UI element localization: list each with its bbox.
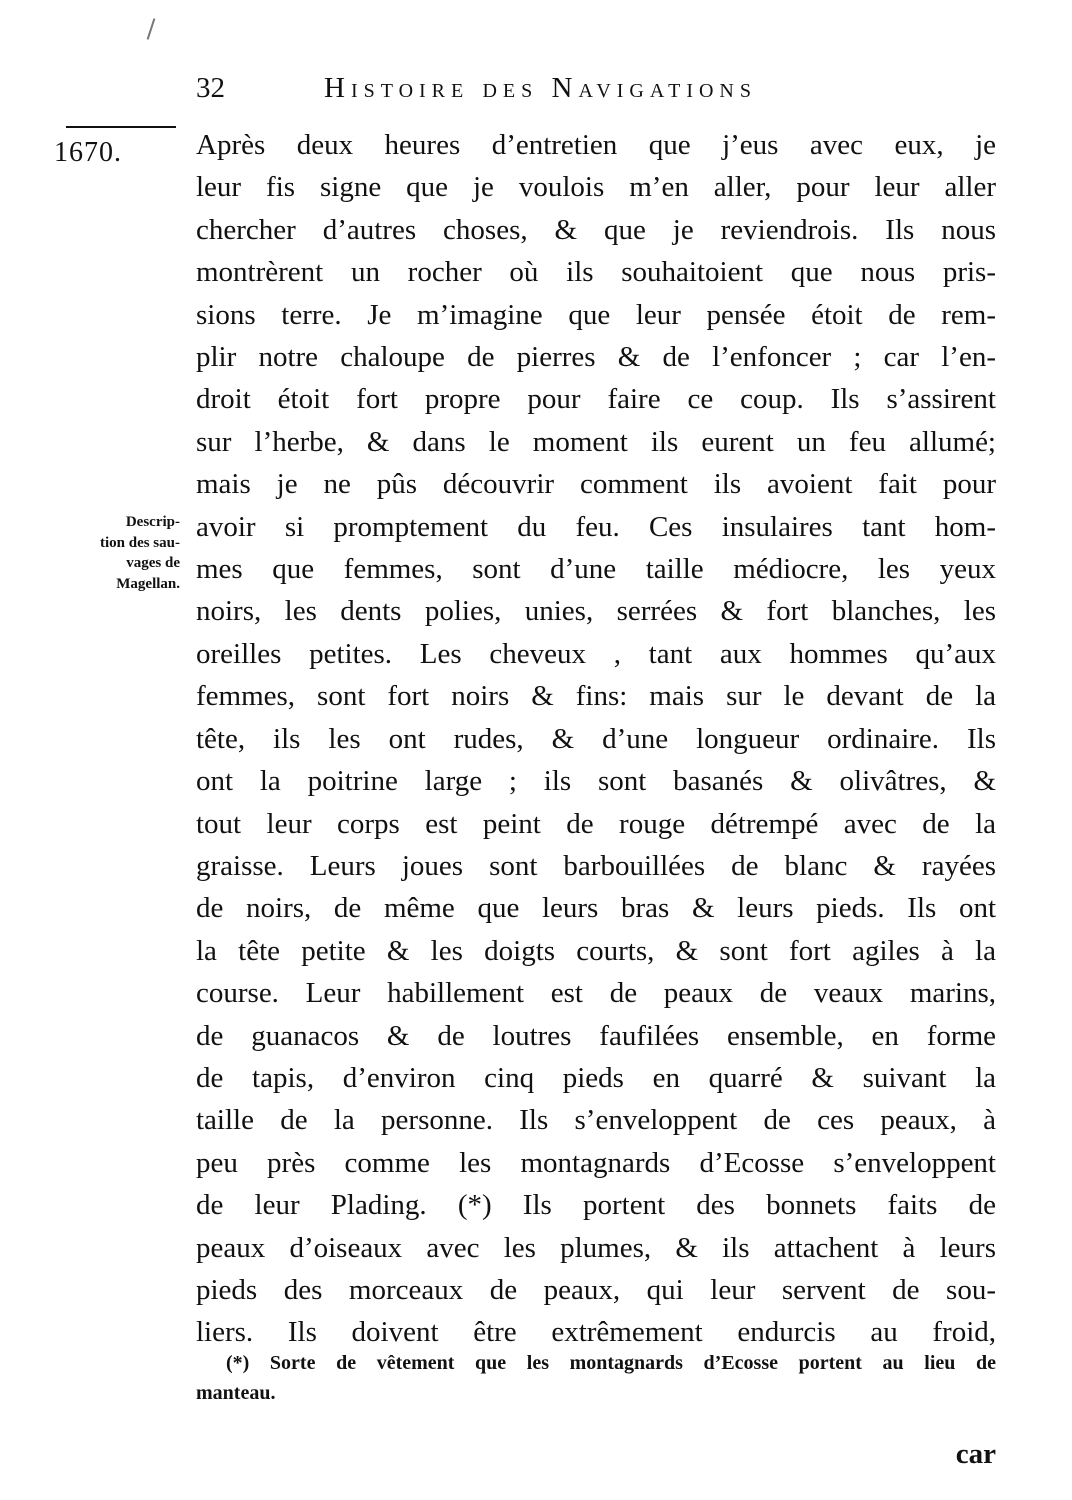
text-line: avoir si promptement du feu. Ces insulaires tant hom- [196,510,996,543]
margin-year: 1670. [54,137,122,168]
text-line: tête, ils les ont rudes, & d’une longueur ordinaire. Ils [196,722,996,755]
footnote-line: (*) Sorte de vêtement que les montagnards d’Ecosse portent au lieu de [226,1352,996,1374]
text-line: Après deux heures d’entretien que j’eus avec eux, je [196,129,996,161]
text-line: pieds des morceaux de peaux, qui leur servent de sou- [196,1273,996,1306]
text-line: mes que femmes, sont d’une taille médiocre, les yeux [196,553,996,586]
text-line: la tête petite & les doigts courts, & sont fort agiles à la [196,934,996,967]
body-text [196,124,996,1354]
margin-sidenote [52,512,180,594]
sidenote-line: tion des sau- [99,534,180,551]
text-line: peu près comme les montagnards d’Ecosse s’enveloppent [196,1146,996,1179]
running-header [196,68,996,112]
text-line: de leur Plading. (*) Ils portent des bonnets faits de [196,1189,996,1222]
footnote-line: manteau. [196,1382,276,1404]
text-line: taille de la personne. Ils s’enveloppent de ces peaux, à [196,1104,996,1137]
text-line: oreilles petites. Les cheveux , tant aux hommes qu’aux [196,637,996,670]
text-line: droit étoit fort propre pour faire ce coup. Ils s’assirent [196,383,996,416]
text-line: noirs, les dents polies, unies, serrées & fort blanches, les [196,595,996,628]
text-line: course. Leur habillement est de peaux de veaux marins, [196,977,996,1010]
running-title: Histoire des Navigations [324,72,757,104]
sidenote-line: Descrip- [125,514,180,530]
footnote [196,1348,996,1408]
text-line: sur l’herbe, & dans le moment ils eurent un feu allumé; [196,425,996,458]
text-line: leur fis signe que je voulois m’en aller, pour leur aller [196,171,996,204]
text-line: femmes, sont fort noirs & fins: mais sur le devant de la [196,680,996,713]
text-line: sions terre. Je m’imagine que leur pensée étoit de rem- [196,298,996,331]
text-line: de guanacos & de loutres faufilées ensemble, en forme [196,1019,996,1052]
sidenote-line: Magellan. [116,575,180,592]
page-number: 32 [196,72,225,104]
text-line: graisse. Leurs joues sont barbouillées de blanc & rayées [196,849,996,882]
text-line: de noirs, de même que leurs bras & leurs pieds. Ils ont [196,892,996,925]
text-line: mais je ne pûs découvrir comment ils avoient fait pour [196,468,996,501]
catchword: car [955,1438,996,1470]
text-line: de tapis, d’environ cinq pieds en quarré & suivant la [196,1061,996,1094]
text-line: montrèrent un rocher où ils souhaitoient que nous pris- [196,256,996,289]
page-mark [147,18,156,40]
text-line: ont la poitrine large ; ils sont basanés & olivâtres, & [196,765,996,798]
year-rule [66,126,176,128]
text-line: chercher d’autres choses, & que je reviendrois. Ils nous [196,213,996,246]
text-line: peaux d’oiseaux avec les plumes, & ils attachent à leurs [196,1231,996,1264]
text-line: liers. Ils doivent être extrêmement endurcis au froid, [196,1316,996,1349]
sidenote-line: vages de [126,555,180,571]
text-line: tout leur corps est peint de rouge détrempé avec de la [196,807,996,840]
text-line: plir notre chaloupe de pierres & de l’enfoncer ; car l’en- [196,341,996,374]
